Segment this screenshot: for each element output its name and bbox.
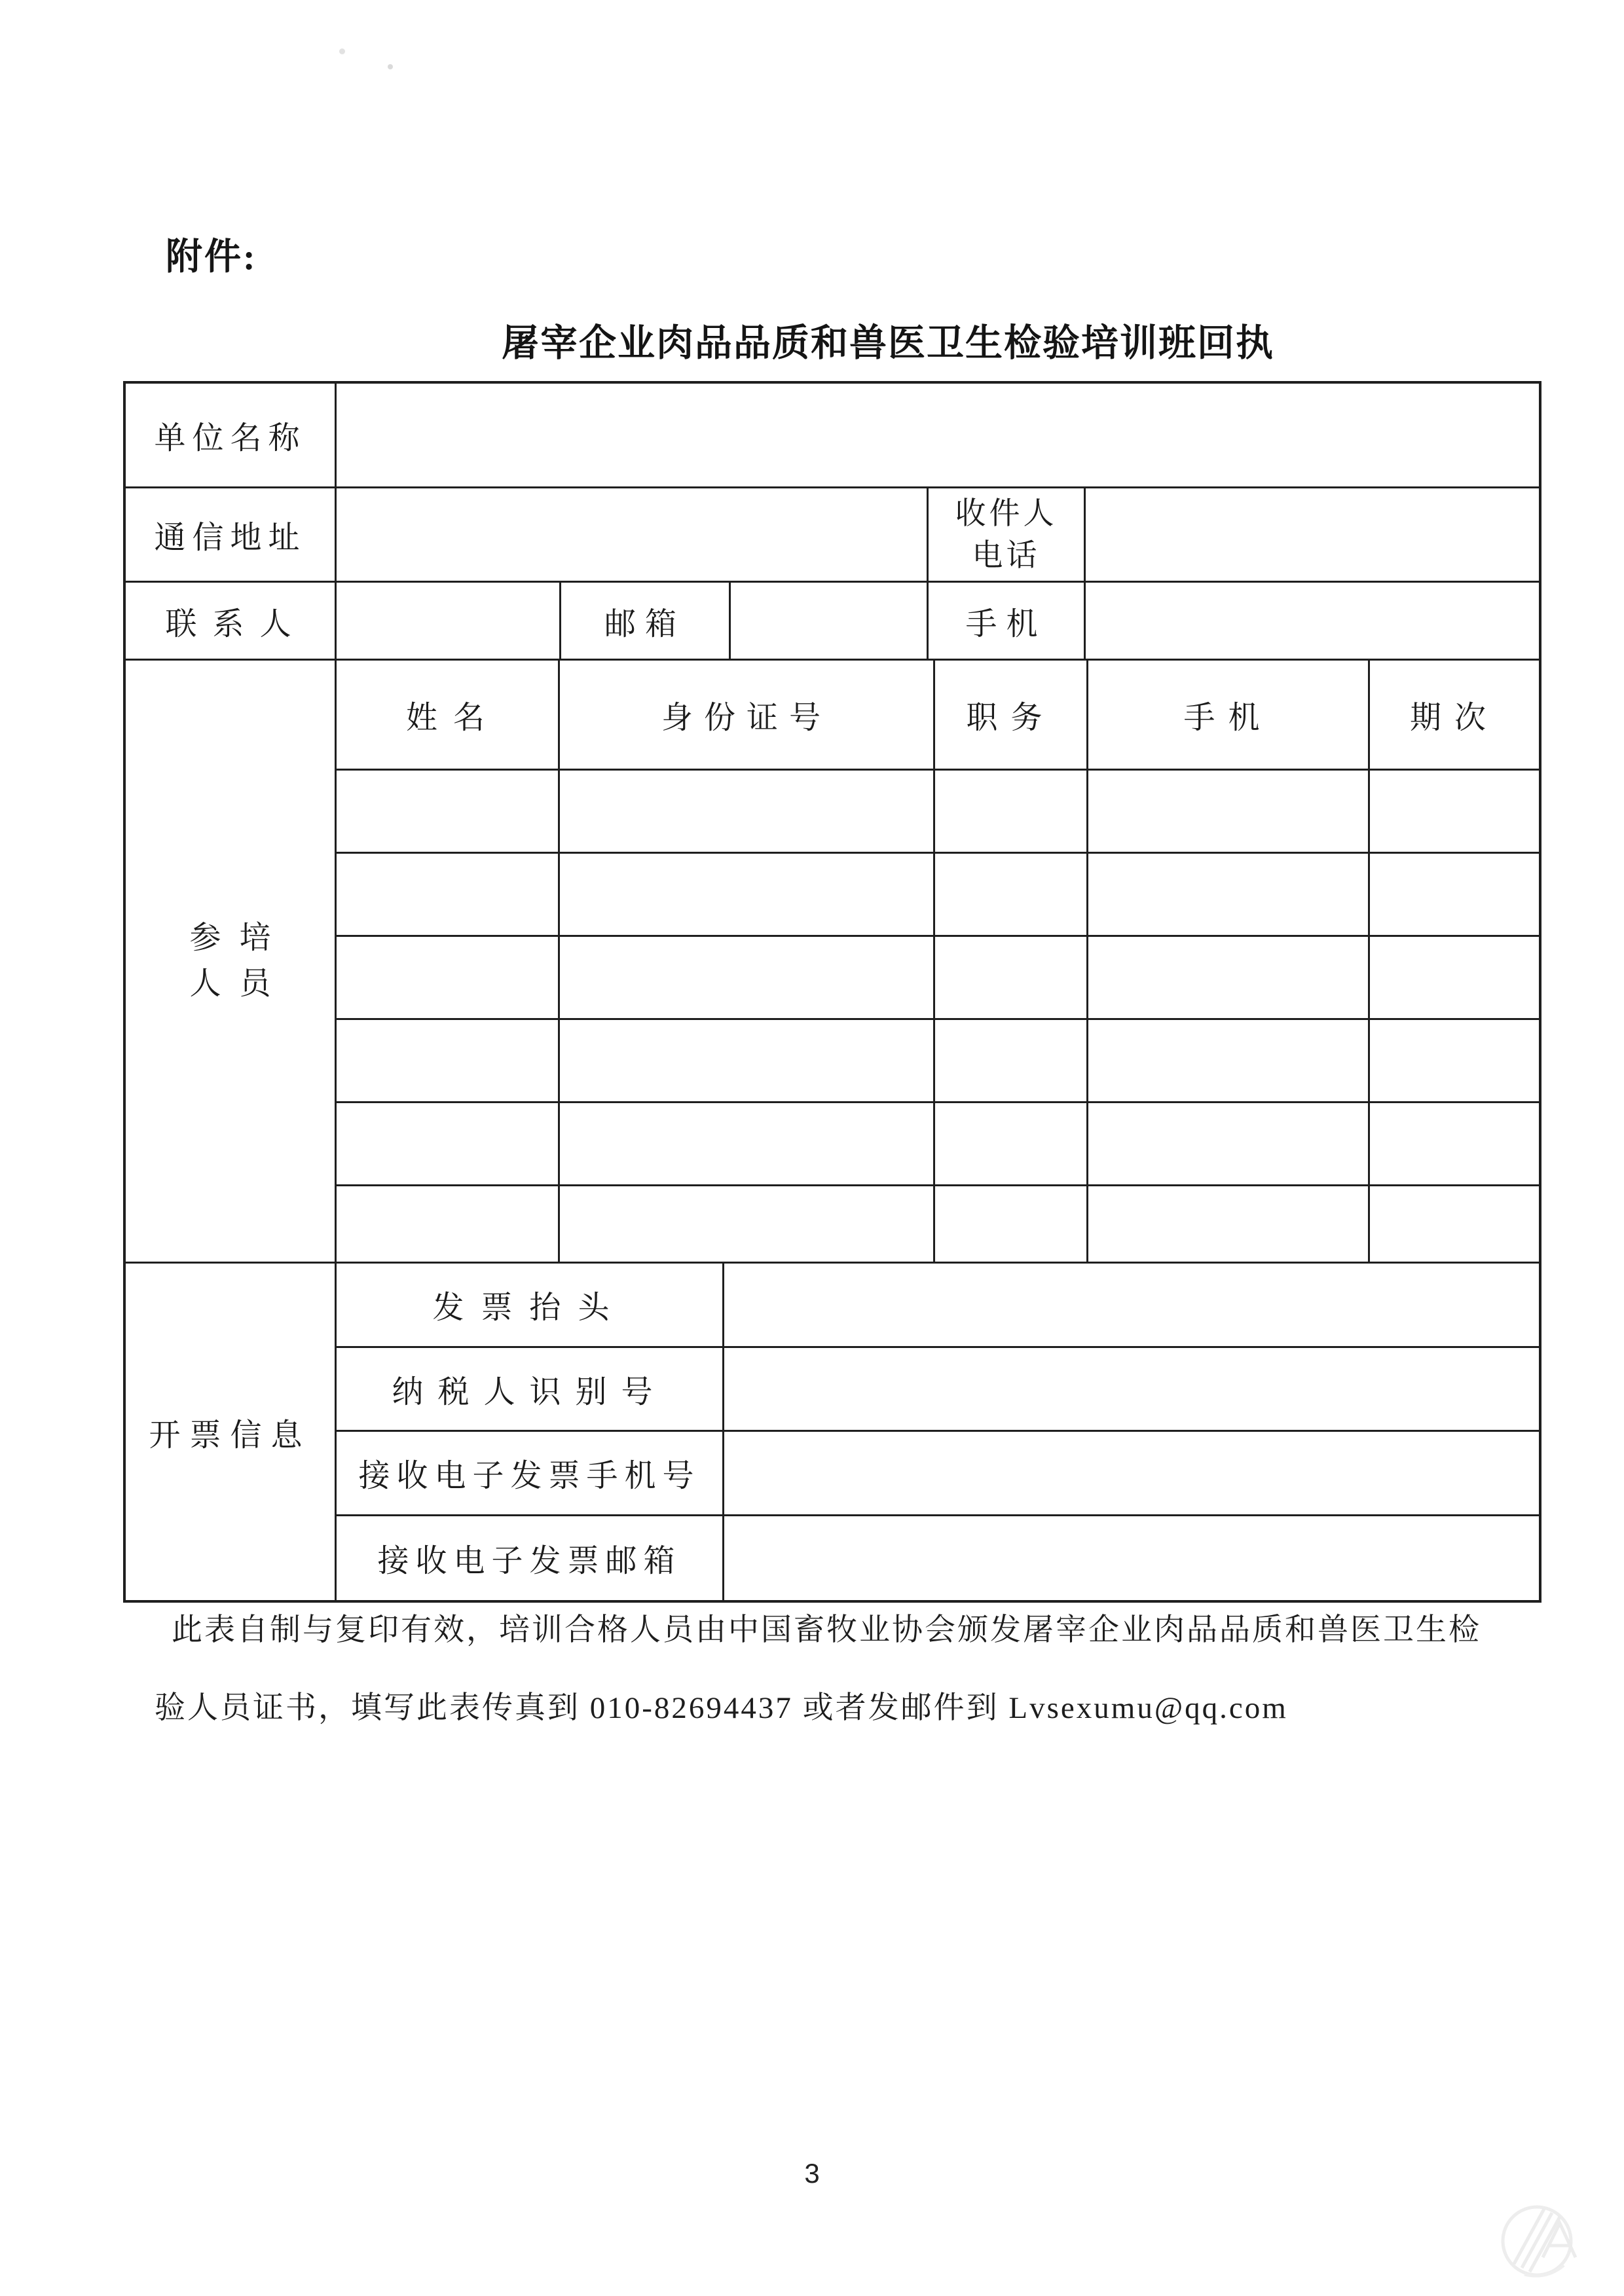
unit-name-field (337, 384, 1539, 486)
invoice-row-e-invoice-phone (337, 1432, 1539, 1516)
col-header-position: 职务 (935, 661, 1088, 769)
invoice-title-field (724, 1264, 1539, 1346)
participant-cell-empty (1370, 937, 1539, 1018)
scan-speck (339, 48, 345, 54)
participant-row (337, 771, 1539, 854)
registration-form-table (123, 381, 1541, 1603)
recipient-phone-field (1086, 488, 1539, 581)
e-invoice-phone-label: 接收电子发票手机号 (337, 1432, 724, 1514)
participant-cell-empty (1370, 854, 1539, 935)
association-logo-watermark (1500, 2200, 1624, 2296)
participants-section (126, 661, 1539, 1264)
invoice-row-title (337, 1264, 1539, 1348)
address-label: 通信地址 (126, 488, 337, 581)
e-invoice-phone-field (724, 1432, 1539, 1514)
participant-row (337, 1186, 1539, 1264)
participant-cell-empty (1088, 771, 1370, 852)
participant-cell-empty (1370, 1186, 1539, 1264)
participant-cell-empty (935, 771, 1088, 852)
participant-cell-empty (560, 771, 935, 852)
participant-cell-empty (560, 854, 935, 935)
participant-cell-empty (1088, 1020, 1370, 1101)
invoice-row-tax-id (337, 1348, 1539, 1432)
participant-cell-empty (1370, 771, 1539, 852)
col-header-mobile: 手机 (1088, 661, 1370, 769)
participant-empty-rows (337, 661, 1539, 1262)
footer-note (155, 1605, 1543, 1727)
participant-cell-empty (1088, 937, 1370, 1018)
col-header-name: 姓 名 (337, 661, 560, 769)
invoice-title-label: 发票抬头 (337, 1264, 724, 1346)
participant-row (337, 1103, 1539, 1186)
recipient-phone-label-line2: 电话 (972, 538, 1041, 573)
participant-cell-empty (337, 1186, 560, 1264)
invoice-section (126, 1264, 1539, 1600)
recipient-phone-label-line1: 收件人 (955, 496, 1058, 531)
participant-cell-empty (337, 937, 560, 1018)
invoice-rows (337, 1264, 1539, 1600)
participant-cell-empty (560, 1103, 935, 1184)
taxpayer-id-label: 纳税人识别号 (337, 1348, 724, 1430)
participant-cell-empty (935, 1186, 1088, 1264)
participant-cell-empty (935, 1020, 1088, 1101)
col-header-id-number: 身份证号 (560, 661, 935, 769)
table-row-address (126, 488, 1539, 583)
page-number: 3 (804, 2158, 820, 2189)
participant-cell-empty (1088, 1186, 1370, 1264)
participant-cell-empty (935, 1103, 1088, 1184)
table-row-contact (126, 583, 1539, 661)
participant-cell-empty (560, 1186, 935, 1264)
col-header-session: 期次 (1409, 701, 1499, 735)
invoice-row-e-invoice-email (337, 1516, 1539, 1601)
participant-cell-empty (1370, 1020, 1539, 1101)
participant-cell-empty (337, 1103, 560, 1184)
page-title: 屠宰企业肉品品质和兽医卫生检验培训班回执 (502, 323, 1274, 364)
attachment-label: 附件: (166, 237, 257, 278)
participant-row (337, 937, 1539, 1020)
participant-row (337, 1020, 1539, 1103)
email-field (731, 583, 929, 659)
participant-cell-empty (935, 854, 1088, 935)
participant-row (337, 854, 1539, 937)
participant-cell-empty (935, 937, 1088, 1018)
mobile-field (1086, 583, 1539, 659)
taxpayer-id-field (724, 1348, 1539, 1430)
email-label: 邮箱 (561, 583, 731, 659)
participant-cell-empty (337, 1020, 560, 1101)
participant-cell-empty (337, 771, 560, 852)
participant-cell-empty (1088, 1103, 1370, 1184)
table-row-unit-name (126, 384, 1539, 488)
contact-label: 联 系 人 (126, 583, 337, 659)
e-invoice-email-label: 接收电子发票邮箱 (337, 1516, 724, 1601)
contact-field (337, 583, 561, 659)
participants-label (126, 661, 337, 1262)
participant-cell-empty (560, 1020, 935, 1101)
recipient-phone-label (929, 488, 1086, 581)
participant-cell-empty (560, 937, 935, 1018)
invoice-label: 开票信息 (126, 1264, 337, 1600)
scan-speck (388, 64, 393, 69)
e-invoice-email-field (724, 1516, 1539, 1601)
address-field (337, 488, 929, 581)
participants-label-line1: 参培 (189, 920, 289, 955)
participant-cell-empty (1088, 854, 1370, 935)
footer-note-line2: 验人员证书，填写此表传真到 010-82694437 或者发邮件到 Lvsexumu@qq.com (155, 1691, 1288, 1725)
footer-note-line1: 此表自制与复印有效，培训合格人员由中国畜牧业协会颁发屠宰企业肉品品质和兽医卫生检 (172, 1613, 1481, 1647)
participant-cell-empty (337, 854, 560, 935)
participants-header-row (337, 661, 1539, 771)
participants-label-line2: 人员 (189, 966, 289, 1001)
mobile-label: 手机 (929, 583, 1086, 659)
unit-name-label: 单位名称 (126, 384, 337, 486)
participant-cell-empty (1370, 1103, 1539, 1184)
